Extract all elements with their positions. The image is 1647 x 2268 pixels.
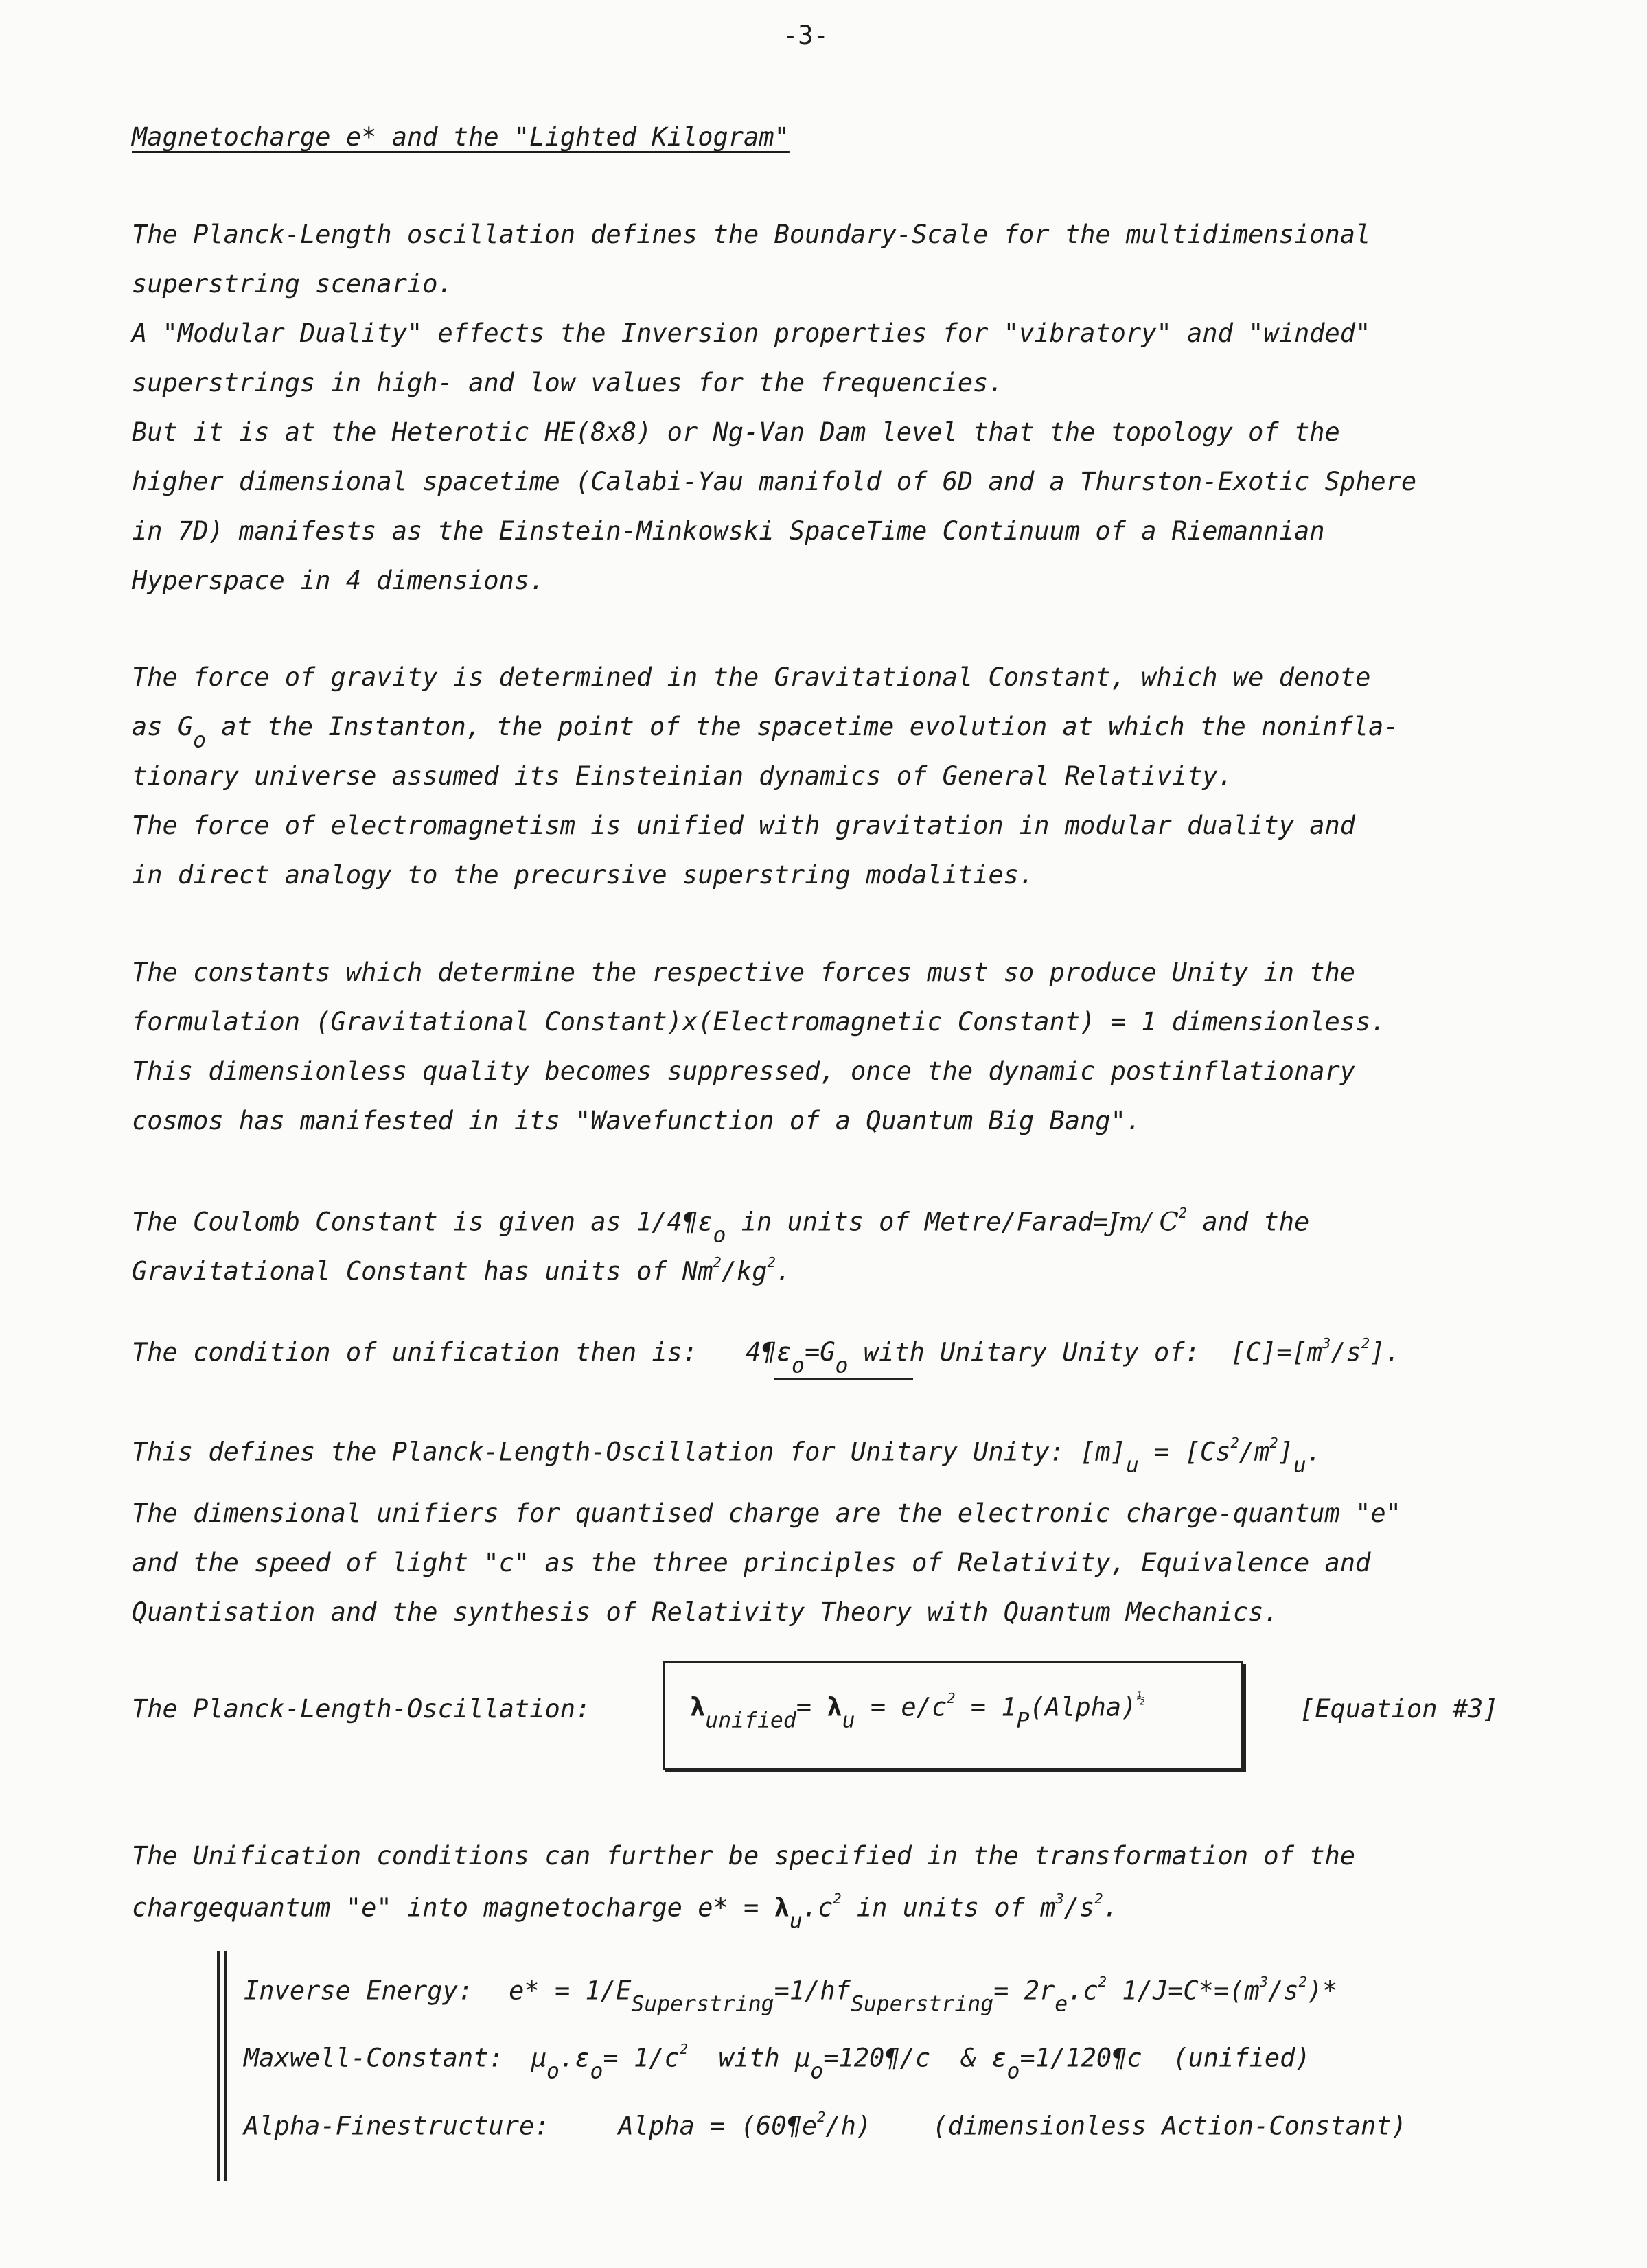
handwritten-units: Jm/ C — [1108, 1207, 1179, 1237]
section-title: Magnetocharge e* and the "Lighted Kilogram" — [132, 122, 790, 152]
paragraph-1-line-6: higher dimensional spacetime (Calabi-Yau manifold of 6D and a Thurston-Exotic Sphere — [132, 467, 1417, 496]
paragraph-1-line-7: in 7D) manifests as the Einstein-Minkowski SpaceTime Continuum of a Riemannian — [132, 516, 1325, 546]
equation-3-label: The Planck-Length-Oscillation: — [132, 1694, 591, 1724]
paragraph-4-line-2: and the speed of light "c" as the three principles of Relativity, Equivalence and — [132, 1548, 1371, 1577]
planck-definition: This defines the Planck-Length-Oscillation for Unitary Unity: $[m]_u = [Cs^2/m^2]_u$. — [132, 1435, 1322, 1478]
coulomb-line-1: The Coulomb Constant is given as $1/4\P\varepsilon_o$ in units of Metre/Farad=Jm/ $C^2$ and the — [132, 1205, 1310, 1248]
unification-equation: $4\P\varepsilon_o=G_o$ — [746, 1337, 849, 1378]
equation-underline — [774, 1378, 913, 1380]
paragraph-3-line-4: cosmos has manifested in its "Wavefunction of a Quantum Big Bang". — [132, 1106, 1142, 1135]
paragraph-3-line-1: The constants which determine the respective forces must so produce Unity in the — [132, 958, 1356, 987]
paragraph-1-line-5: But it is at the Heterotic HE(8x8) or Ng-Van Dam level that the topology of the — [132, 417, 1340, 447]
paragraph-2-line-3: tionary universe assumed its Einsteinian dynamics of General Relativity. — [132, 761, 1233, 791]
paragraph-3-line-2: formulation (Gravitational Constant)x(Electromagnetic Constant) = 1 dimensionless. — [132, 1007, 1386, 1037]
paragraph-2-line-2: as $G_o$ at the Instanton, the point of the spacetime evolution at which the noninfla- — [132, 712, 1399, 753]
unification-condition: The condition of unification then is: $4\P\varepsilon_o=G_o$ with Unitary Unity of: $[C]=[m^3/s^2]$. — [132, 1335, 1401, 1378]
paragraph-5-line-2: chargequantum "e" into magnetocharge $e* = \lambda_u.c^2$ in units of $m^3/s^2$. — [132, 1890, 1118, 1934]
paragraph-4-line-1: The dimensional unifiers for quantised charge are the electronic charge-quantum "e" — [132, 1498, 1401, 1528]
page-number: -3- — [783, 21, 829, 50]
paragraph-1-line-3: A "Modular Duality" effects the Inversion properties for "vibratory" and "winded" — [132, 319, 1371, 348]
paragraph-3-line-3: This dimensionless quality becomes suppressed, once the dynamic postinflationary — [132, 1056, 1356, 1086]
coulomb-line-2: Gravitational Constant has units of $Nm^2/kg^2$. — [132, 1254, 792, 1286]
maxwell-constant-line: Maxwell-Constant: $\mu_o.\varepsilon_o= 1/c^2$ with $\mu_o=120\P/c$ & $\varepsilon_o=1/120\P c$ (unified) — [244, 2041, 1311, 2084]
paragraph-5-line-1: The Unification conditions can further be specified in the transformation of the — [132, 1841, 1356, 1871]
paragraph-1-line-8: Hyperspace in 4 dimensions. — [132, 566, 545, 595]
paragraph-4-line-3: Quantisation and the synthesis of Relativity Theory with Quantum Mechanics. — [132, 1597, 1279, 1627]
equation-3-tag: [Equation #3] — [1300, 1694, 1499, 1724]
inverse-energy-line: Inverse Energy: $e* = 1/E_{Superstring}=1/hf_{Superstring}= 2r_e.c^2$ $1/J=C*=(m^3/s^2)*$ — [244, 1974, 1338, 2017]
paragraph-2-line-4: The force of electromagnetism is unified with gravitation in modular duality and — [132, 811, 1356, 840]
paragraph-1-line-2: superstring scenario. — [132, 269, 453, 299]
equation-3: $\lambda_{unified}= \lambda_u = e/c^2$ = $1_P(Alpha)^{\frac{1}{2}}$ — [690, 1690, 1145, 1733]
paragraph-2-line-5: in direct analogy to the precursive superstring modalities. — [132, 860, 1035, 890]
paragraph-2-line-1: The force of gravity is determined in the Gravitational Constant, which we denote — [132, 662, 1371, 692]
list-bracket-inner — [224, 1951, 227, 2181]
paragraph-1-line-4: superstrings in high- and low values for the frequencies. — [132, 368, 1004, 397]
paragraph-1-line-1: The Planck-Length oscillation defines the Boundary-Scale for the multidimensional — [132, 220, 1371, 249]
alpha-finestructure-line: Alpha-Finestructure: Alpha = $(60\P e^2/h)$ (dimensionless Action-Constant) — [244, 2109, 1407, 2141]
list-bracket — [217, 1951, 220, 2181]
